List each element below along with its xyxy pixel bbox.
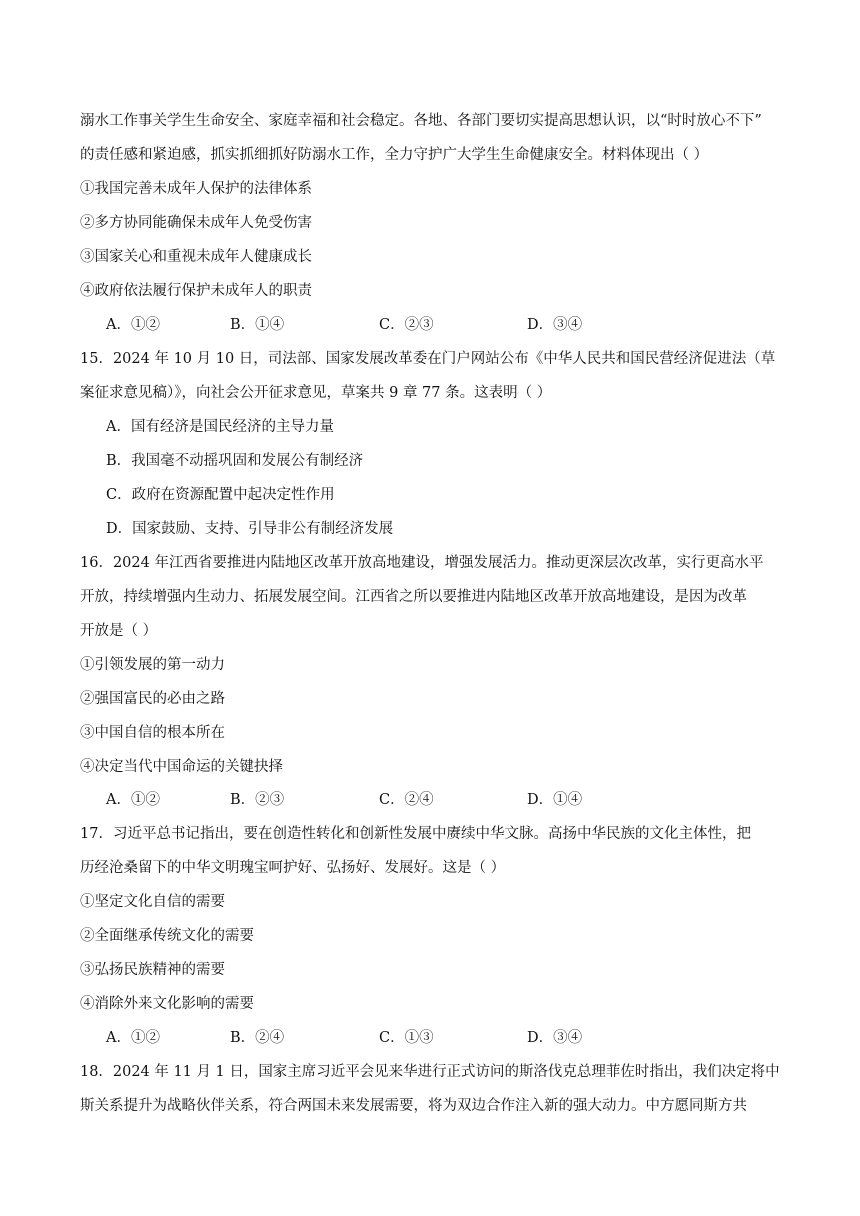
option-a[interactable]: A．①② xyxy=(106,317,160,333)
question-17-statement: ④消除外来文化影响的需要 xyxy=(80,996,254,1012)
question-16-statement: ③中国自信的根本所在 xyxy=(80,725,225,741)
question-14-stem-line: 溺水工作事关学生生命安全、家庭幸福和社会稳定。各地、各部门要切实提高思想认识，以“时时放心不下” xyxy=(80,113,762,129)
question-16-stem-line: 开放，持续增强内生动力、拓展发展空间。江西省之所以要推进内陆地区改革开放高地建设，是因为改革 xyxy=(80,589,747,605)
option-d[interactable]: D．③④ xyxy=(527,1030,583,1046)
question-18-stem-line: 18．2024 年 11 月 1 日，国家主席习近平会见来华进行正式访问的斯洛伐克总理菲佐时指出，我们决定将中 xyxy=(80,1064,780,1080)
question-17-stem-line: 历经沧桑留下的中华文明瑰宝呵护好、弘扬好、发展好。这是（ ） xyxy=(80,860,506,876)
question-14-statement: ③国家关心和重视未成年人健康成长 xyxy=(80,249,312,265)
question-15-stem-line: 15．2024 年 10 月 10 日，司法部、国家发展改革委在门户网站公布《中华人民共和国民营经济促进法（草 xyxy=(80,351,776,367)
question-16-stem-line: 开放是（ ） xyxy=(80,623,158,639)
question-17-statement: ②全面继承传统文化的需要 xyxy=(80,928,254,944)
question-16-statement: ①引领发展的第一动力 xyxy=(80,657,225,673)
option-c[interactable]: C．①③ xyxy=(379,1030,434,1046)
question-16-statement: ②强国富民的必由之路 xyxy=(80,691,225,707)
option-d[interactable]: D．①④ xyxy=(527,792,583,808)
option-c[interactable]: C．②③ xyxy=(379,317,434,333)
question-14-statement: ④政府依法履行保护未成年人的职责 xyxy=(80,283,312,299)
option-c[interactable]: C．②④ xyxy=(379,792,434,808)
question-15-stem-line: 案征求意见稿）》，向社会公开征求意见，草案共 9 章 77 条。这表明（ ） xyxy=(80,385,552,401)
question-15-option-b[interactable]: B．我国毫不动摇巩固和发展公有制经济 xyxy=(106,453,364,469)
question-17-statement: ③弘扬民族精神的需要 xyxy=(80,962,225,978)
question-15-option-d[interactable]: D．国家鼓励、支持、引导非公有制经济发展 xyxy=(106,521,394,537)
question-15-option-a[interactable]: A．国有经济是国民经济的主导力量 xyxy=(106,419,334,435)
question-15-option-c[interactable]: C．政府在资源配置中起决定性作用 xyxy=(106,487,335,503)
question-14-statement: ①我国完善未成年人保护的法律体系 xyxy=(80,181,312,197)
option-b[interactable]: B．①④ xyxy=(230,317,285,333)
option-a[interactable]: A．①② xyxy=(106,1030,160,1046)
question-14-stem-line: 的责任感和紧迫感，抓实抓细抓好防溺水工作，全力守护广大学生生命健康安全。材料体现出（ ） xyxy=(80,147,709,163)
option-a[interactable]: A．①② xyxy=(106,792,160,808)
question-14-statement: ②多方协同能确保未成年人免受伤害 xyxy=(80,215,312,231)
question-16-statement: ④决定当代中国命运的关键抉择 xyxy=(80,759,283,775)
question-18-stem-line: 斯关系提升为战略伙伴关系，符合两国未来发展需要，将为双边合作注入新的强大动力。中方愿同斯方共 xyxy=(80,1098,747,1114)
question-17-stem-line: 17．习近平总书记指出，要在创造性转化和创新性发展中赓续中华文脉。高扬中华民族的文化主体性，把 xyxy=(80,826,751,842)
option-d[interactable]: D．③④ xyxy=(527,317,583,333)
option-b[interactable]: B．②④ xyxy=(230,1030,285,1046)
question-16-stem-line: 16．2024 年江西省要推进内陆地区改革开放高地建设，增强发展活力。推动更深层次改革，实行更高水平 xyxy=(80,555,764,571)
question-17-statement: ①坚定文化自信的需要 xyxy=(80,894,225,910)
option-b[interactable]: B．②③ xyxy=(230,792,285,808)
